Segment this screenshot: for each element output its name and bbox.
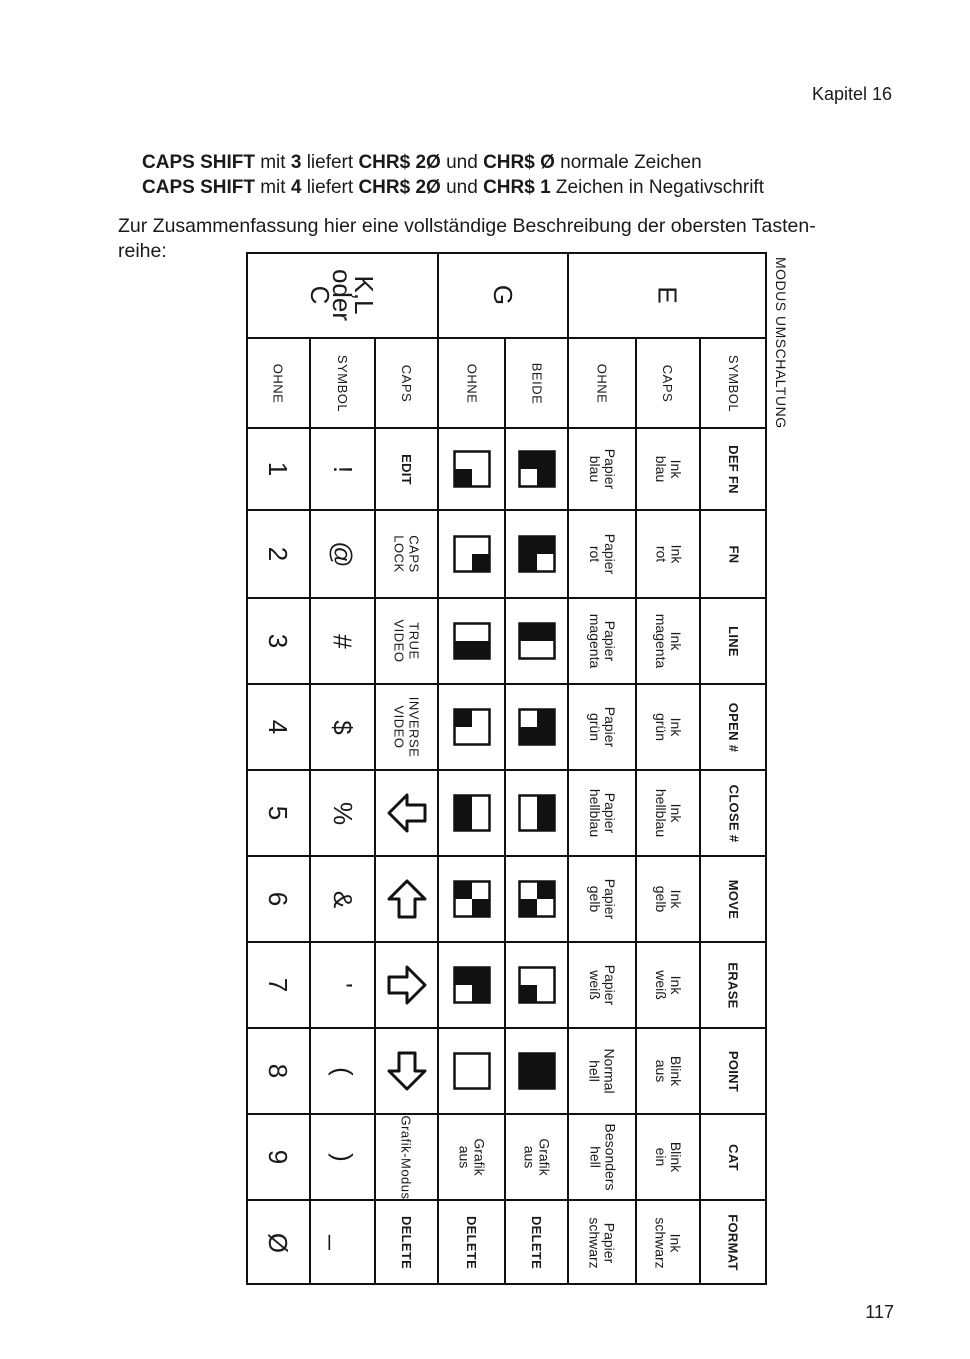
symbol-cell (310, 856, 375, 942)
e-ohne-label-line: gelb (587, 885, 603, 913)
e-ohne-label (587, 1124, 617, 1191)
e-caps-label-line: rot (653, 545, 669, 563)
key-cell (246, 428, 310, 510)
key-cell (246, 598, 310, 684)
g-ohne-cell (438, 770, 505, 856)
caps-cell (375, 1200, 438, 1285)
column-header-text: SYMBOL (726, 354, 741, 412)
e-caps-cell (636, 684, 700, 770)
symbol-cell (310, 598, 375, 684)
symbol-label: & (328, 890, 358, 908)
chapter-label: Kapitel 16 (811, 84, 892, 104)
caps-label-line: TRUE (406, 622, 422, 660)
arrow-left-icon (385, 791, 429, 835)
caps-label (391, 697, 421, 758)
column-header (505, 338, 568, 428)
e-ohne-cell (568, 598, 636, 684)
e-caps-label (653, 713, 683, 741)
caps-label-line: LOCK (391, 535, 407, 573)
key-label: 1 (263, 461, 293, 477)
block-quadrant (520, 554, 537, 571)
column-header-text: OHNE (464, 363, 479, 403)
caps-label (399, 1115, 414, 1199)
e-caps-cell (636, 856, 700, 942)
symbol-label: ! (327, 465, 358, 473)
g-ohne-cell (438, 856, 505, 942)
block-quadrant (455, 641, 472, 658)
symbol-label: $ (328, 719, 358, 735)
e-symbol-label: LINE (726, 625, 741, 657)
e-ohne-cell (568, 1200, 636, 1285)
intro-line-1: CAPS SHIFT mit 3 liefert CHR$ 2Ø und CHR$ Ø normale Zeichen (142, 152, 702, 173)
e-caps-label-line: gelb (653, 885, 669, 913)
g-ohne-cell (438, 598, 505, 684)
column-header-text: BEIDE (528, 362, 544, 404)
e-ohne-cell (568, 510, 636, 598)
e-caps-cell (636, 1114, 700, 1200)
symbol-cell (310, 1200, 375, 1285)
e-ohne-label (587, 449, 617, 489)
block-quadrant (472, 899, 489, 916)
e-symbol-label: CAT (726, 1143, 741, 1171)
g-beide-label: DELETE (529, 1215, 544, 1270)
symbol-label: ' (328, 982, 358, 988)
key-cell (246, 942, 310, 1028)
e-ohne-label-line: Papier (601, 792, 618, 834)
e-symbol-cell (700, 942, 767, 1028)
g-beide-cell (505, 684, 568, 770)
block-quadrant (520, 624, 537, 641)
e-ohne-label-line: hellblau (586, 788, 603, 838)
e-caps-label-line: ein (652, 1147, 669, 1167)
symbol-label: @ (328, 540, 358, 568)
e-ohne-label (587, 879, 617, 919)
caps-cell (375, 684, 438, 770)
summary-line-1: Zur Zusammenfassung hier eine vollständige Beschreibung der obersten Tasten- (118, 215, 816, 237)
block-quadrant (537, 796, 554, 813)
e-ohne-cell (568, 942, 636, 1028)
column-header (700, 338, 767, 428)
e-ohne-label-line: hell (587, 1060, 603, 1082)
e-caps-label-line: magenta (652, 613, 669, 669)
e-ohne-label-line: Papier (602, 706, 618, 748)
mode-header-text: E (652, 286, 683, 304)
mode-header-klc (246, 252, 438, 338)
key-label: 2 (263, 546, 293, 562)
e-caps-label-line: aus (652, 1059, 669, 1083)
mode-header-text-line: oder (326, 268, 357, 322)
e-symbol-label: CLOSE # (725, 784, 741, 842)
column-header (438, 338, 505, 428)
e-caps-label-line: Blink (667, 1141, 684, 1173)
column-header (246, 338, 310, 428)
e-ohne-label (587, 1217, 617, 1268)
e-ohne-label (587, 789, 617, 837)
block-graphic-inverse-icon (518, 708, 556, 746)
block-quadrant (537, 537, 554, 554)
caps-cell (375, 1028, 438, 1114)
e-ohne-cell (568, 684, 636, 770)
e-ohne-cell (568, 1028, 636, 1114)
intro-line-2: CAPS SHIFT mit 4 liefert CHR$ 2Ø und CHR$ 1 Zeichen in Negativschrift (142, 177, 764, 198)
key-label: 6 (263, 891, 293, 907)
symbol-cell (310, 1114, 375, 1200)
block-graphic-inverse-icon (518, 450, 556, 488)
block-graphic-icon (453, 622, 491, 660)
mode-header-text: G (487, 284, 518, 306)
arrow-down-icon (385, 1049, 429, 1093)
e-ohne-cell (568, 428, 636, 510)
key-label: Ø (262, 1232, 293, 1253)
e-symbol-label: ERASE (725, 961, 741, 1009)
block-quadrant (455, 882, 472, 899)
key-label: 7 (263, 977, 293, 993)
block-quadrant (537, 727, 554, 744)
key-table (246, 252, 767, 1285)
arrow-up-icon (385, 877, 429, 921)
caps-cell (375, 942, 438, 1028)
caps-label-line: VIDEO (391, 619, 407, 663)
g-beide-label-line: aus (521, 1145, 538, 1169)
caps-label: EDIT (399, 453, 414, 485)
e-caps-label-line: Blink (667, 1055, 684, 1087)
e-symbol-cell (700, 1200, 767, 1285)
block-quadrant (455, 710, 472, 727)
block-graphic-icon (453, 708, 491, 746)
key-cell (246, 510, 310, 598)
block-quadrant (537, 813, 554, 830)
e-symbol-cell (700, 1114, 767, 1200)
g-beide-cell (505, 1028, 568, 1114)
g-beide-label-line: Grafik (536, 1138, 553, 1176)
g-ohne-label (457, 1138, 487, 1175)
block-graphic-inverse-icon (518, 1052, 556, 1090)
key-cell (246, 1200, 310, 1285)
e-caps-label (653, 614, 683, 668)
e-caps-cell (636, 942, 700, 1028)
e-symbol-label: POINT (725, 1050, 741, 1092)
e-ohne-cell (568, 1114, 636, 1200)
block-quadrant (537, 469, 554, 486)
block-frame (454, 1054, 489, 1089)
block-quadrant (537, 624, 554, 641)
e-caps-cell (636, 598, 700, 684)
symbol-cell (310, 428, 375, 510)
key-label: 9 (263, 1149, 293, 1165)
symbol-label: _ (328, 1235, 358, 1250)
g-beide-cell (505, 510, 568, 598)
e-ohne-label-line: Papier (601, 1222, 618, 1263)
e-ohne-label-line: weiß (587, 970, 603, 1000)
arrow-right-icon (385, 963, 429, 1007)
key-label: 5 (263, 805, 293, 821)
e-symbol-cell (700, 510, 767, 598)
block-quadrant (455, 796, 472, 813)
e-symbol-label: DEF FN (726, 444, 741, 494)
block-graphic-icon (453, 450, 491, 488)
e-caps-cell (636, 1028, 700, 1114)
e-ohne-label-line: Besonders (602, 1123, 618, 1191)
block-quadrant (520, 1071, 537, 1088)
block-quadrant (472, 968, 489, 985)
table-title-text: MODUS UMSCHALTUNG (773, 257, 789, 429)
caps-cell (375, 856, 438, 942)
symbol-label: # (328, 633, 358, 649)
e-ohne-label-line: rot (587, 545, 603, 563)
e-ohne-label-line: Papier (602, 964, 618, 1006)
symbol-label: ( (327, 1066, 358, 1076)
block-quadrant (520, 985, 537, 1002)
caps-label (392, 535, 422, 572)
e-ohne-label-line: Papier (601, 620, 618, 662)
intro-text (142, 150, 764, 200)
e-caps-label (653, 1142, 683, 1172)
block-quadrant (520, 1054, 537, 1071)
e-caps-label (653, 456, 683, 482)
g-beide-label (522, 1138, 552, 1175)
e-symbol-cell (700, 1028, 767, 1114)
e-caps-label-line: Ink (668, 975, 684, 995)
e-caps-label-line: Ink (668, 459, 684, 479)
g-beide-cell (505, 942, 568, 1028)
g-beide-cell (505, 1200, 568, 1285)
e-caps-label-line: grün (653, 712, 669, 742)
symbol-label: % (328, 801, 358, 825)
block-graphic-inverse-icon (518, 535, 556, 573)
block-graphic-inverse-icon (518, 880, 556, 918)
mode-header-e (568, 252, 767, 338)
e-caps-label-line: Ink (668, 717, 684, 737)
caps-label-line: Grafik-Modus (399, 1114, 414, 1200)
e-ohne-cell (568, 856, 636, 942)
e-ohne-label-line: Normal (602, 1048, 618, 1094)
mode-header-text-line: K,L (348, 275, 379, 315)
key-label: 4 (263, 719, 293, 735)
e-ohne-cell (568, 770, 636, 856)
e-ohne-label-line: blau (587, 455, 603, 483)
block-quadrant (472, 641, 489, 658)
g-beide-cell (505, 1114, 568, 1200)
e-caps-label-line: schwarz (652, 1216, 669, 1269)
page-number: 117 (865, 1302, 894, 1322)
e-caps-label (653, 545, 683, 564)
block-quadrant (455, 813, 472, 830)
block-quadrant (520, 727, 537, 744)
column-header-text: OHNE (594, 363, 610, 403)
e-caps-label-line: Ink (667, 803, 684, 823)
column-header (568, 338, 636, 428)
e-ohne-label (587, 1048, 617, 1093)
g-ohne-label-line: Grafik (471, 1138, 488, 1176)
e-caps-label-line: hellblau (652, 788, 669, 838)
symbol-cell (310, 942, 375, 1028)
block-graphic-inverse-icon (518, 622, 556, 660)
symbol-cell (310, 770, 375, 856)
key-label: 8 (263, 1063, 293, 1079)
e-symbol-label: MOVE (725, 879, 741, 919)
block-quadrant (520, 899, 537, 916)
column-header (375, 338, 438, 428)
column-header-text: OHNE (270, 363, 286, 403)
e-caps-label-line: Ink (667, 1233, 684, 1252)
caps-cell (375, 598, 438, 684)
e-caps-label (653, 1056, 683, 1086)
e-caps-cell (636, 1200, 700, 1285)
block-quadrant (537, 882, 554, 899)
g-ohne-label: DELETE (464, 1215, 479, 1270)
e-ohne-label-line: Papier (602, 878, 618, 920)
block-quadrant (537, 452, 554, 469)
e-ohne-label (587, 965, 617, 1005)
column-header-text: CAPS (399, 364, 414, 402)
block-graphic-icon (453, 880, 491, 918)
e-symbol-cell (700, 684, 767, 770)
e-symbol-label: OPEN # (725, 702, 741, 752)
column-header (636, 338, 700, 428)
e-ohne-label-line: schwarz (586, 1216, 603, 1269)
block-quadrant (472, 985, 489, 1002)
caps-label: DELETE (399, 1215, 414, 1270)
block-quadrant (537, 710, 554, 727)
g-beide-cell (505, 598, 568, 684)
symbol-cell (310, 684, 375, 770)
block-quadrant (537, 1054, 554, 1071)
g-ohne-cell (438, 1114, 505, 1200)
e-ohne-label-line: grün (587, 712, 603, 742)
e-ohne-label-line: Papier (602, 533, 618, 575)
summary-line-2: reihe: (118, 240, 167, 262)
block-graphic-inverse-icon (518, 966, 556, 1004)
key-cell (246, 856, 310, 942)
block-graphic-inverse-icon (518, 794, 556, 832)
g-ohne-label-line: aus (456, 1145, 473, 1169)
g-ohne-cell (438, 428, 505, 510)
caps-label-line: CAPS (406, 535, 422, 573)
column-header (310, 338, 375, 428)
e-caps-cell (636, 510, 700, 598)
g-ohne-cell (438, 1200, 505, 1285)
e-symbol-label: FORMAT (726, 1214, 741, 1271)
e-caps-label-line: Ink (667, 631, 684, 651)
block-graphic-icon (453, 535, 491, 573)
key-label: 3 (263, 633, 293, 649)
e-caps-label (653, 1217, 683, 1268)
e-ohne-label-line: hell (587, 1146, 603, 1168)
caps-label-line: INVERSE (406, 696, 422, 758)
e-caps-label (653, 789, 683, 837)
block-quadrant (455, 968, 472, 985)
key-cell (246, 770, 310, 856)
e-caps-label (653, 970, 683, 1000)
mode-header-g (438, 252, 568, 338)
e-ohne-label (587, 707, 617, 747)
symbol-cell (310, 1028, 375, 1114)
block-quadrant (455, 469, 472, 486)
g-beide-cell (505, 770, 568, 856)
e-caps-label (653, 886, 683, 912)
block-quadrant (472, 554, 489, 571)
g-ohne-cell (438, 684, 505, 770)
e-caps-label-line: Ink (668, 889, 684, 909)
e-symbol-cell (700, 770, 767, 856)
column-header-text: CAPS (660, 364, 676, 402)
caps-label (392, 620, 422, 663)
block-quadrant (520, 537, 537, 554)
key-cell (246, 1028, 310, 1114)
g-ohne-cell (438, 1028, 505, 1114)
block-quadrant (520, 452, 537, 469)
e-symbol-label: FN (726, 545, 741, 563)
e-caps-label-line: blau (653, 455, 669, 483)
e-ohne-label-line: magenta (586, 613, 603, 669)
caps-cell (375, 770, 438, 856)
caps-cell (375, 1114, 438, 1200)
caps-label-line: VIDEO (391, 705, 407, 749)
e-ohne-label-line: Papier (602, 448, 618, 490)
block-graphic-icon (453, 1052, 491, 1090)
caps-cell (375, 510, 438, 598)
block-graphic-icon (453, 794, 491, 832)
e-symbol-cell (700, 598, 767, 684)
caps-cell (375, 428, 438, 510)
g-ohne-cell (438, 942, 505, 1028)
g-ohne-cell (438, 510, 505, 598)
symbol-label: ) (327, 1152, 358, 1162)
key-cell (246, 684, 310, 770)
e-caps-cell (636, 428, 700, 510)
e-ohne-label (587, 614, 617, 668)
e-symbol-cell (700, 856, 767, 942)
e-symbol-cell (700, 428, 767, 510)
g-beide-cell (505, 428, 568, 510)
mode-header-text-line: C (304, 285, 335, 305)
symbol-cell (310, 510, 375, 598)
e-caps-cell (636, 770, 700, 856)
block-graphic-icon (453, 966, 491, 1004)
e-ohne-label (587, 534, 617, 574)
g-beide-cell (505, 856, 568, 942)
e-caps-label-line: Ink (668, 544, 684, 564)
e-caps-label-line: weiß (653, 970, 669, 1000)
mode-header-text (304, 268, 379, 322)
column-header-text: SYMBOL (335, 354, 350, 412)
block-quadrant (537, 1071, 554, 1088)
key-cell (246, 1114, 310, 1200)
